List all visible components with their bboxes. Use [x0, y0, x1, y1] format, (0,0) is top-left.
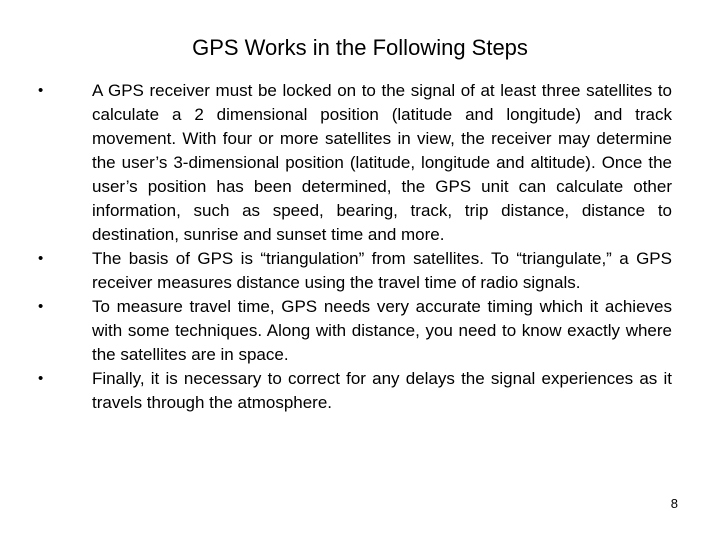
bullet-item — [0, 79, 720, 247]
bullet-text: A GPS receiver must be locked on to the signal of at least three satellites to calculate a 2 dimensional position (latitude and longitude) and track movement. With four or more satellites in view, the receiver may determine the user’s 3-dimensional position (latitude, longitude and altitude). Once the user’s position has been determined, the GPS unit can calculate other information, such as speed, bearing, track, trip distance, distance to destination, sunrise and sunset time and more. — [92, 81, 672, 244]
bullet-text: Finally, it is necessary to correct for any delays the signal experiences as it travels through the atmosphere. — [92, 369, 672, 412]
bullet-icon: • — [38, 82, 44, 99]
bullet-icon: • — [38, 250, 44, 267]
bullet-item — [0, 295, 720, 367]
bullet-item — [0, 247, 720, 295]
bullet-list — [0, 79, 720, 415]
bullet-item — [0, 367, 720, 415]
bullet-text: The basis of GPS is “triangulation” from satellites. To “triangulate,” a GPS receiver measures distance using the travel time of radio signals. — [92, 249, 672, 292]
bullet-icon: • — [38, 298, 44, 315]
bullet-text: To measure travel time, GPS needs very accurate timing which it achieves with some techniques. Along with distance, you need to know exactly where the satellites are in space. — [92, 297, 672, 364]
page-number: 8 — [670, 496, 678, 511]
bullet-icon: • — [38, 370, 44, 387]
slide-title: GPS Works in the Following Steps — [192, 35, 528, 60]
